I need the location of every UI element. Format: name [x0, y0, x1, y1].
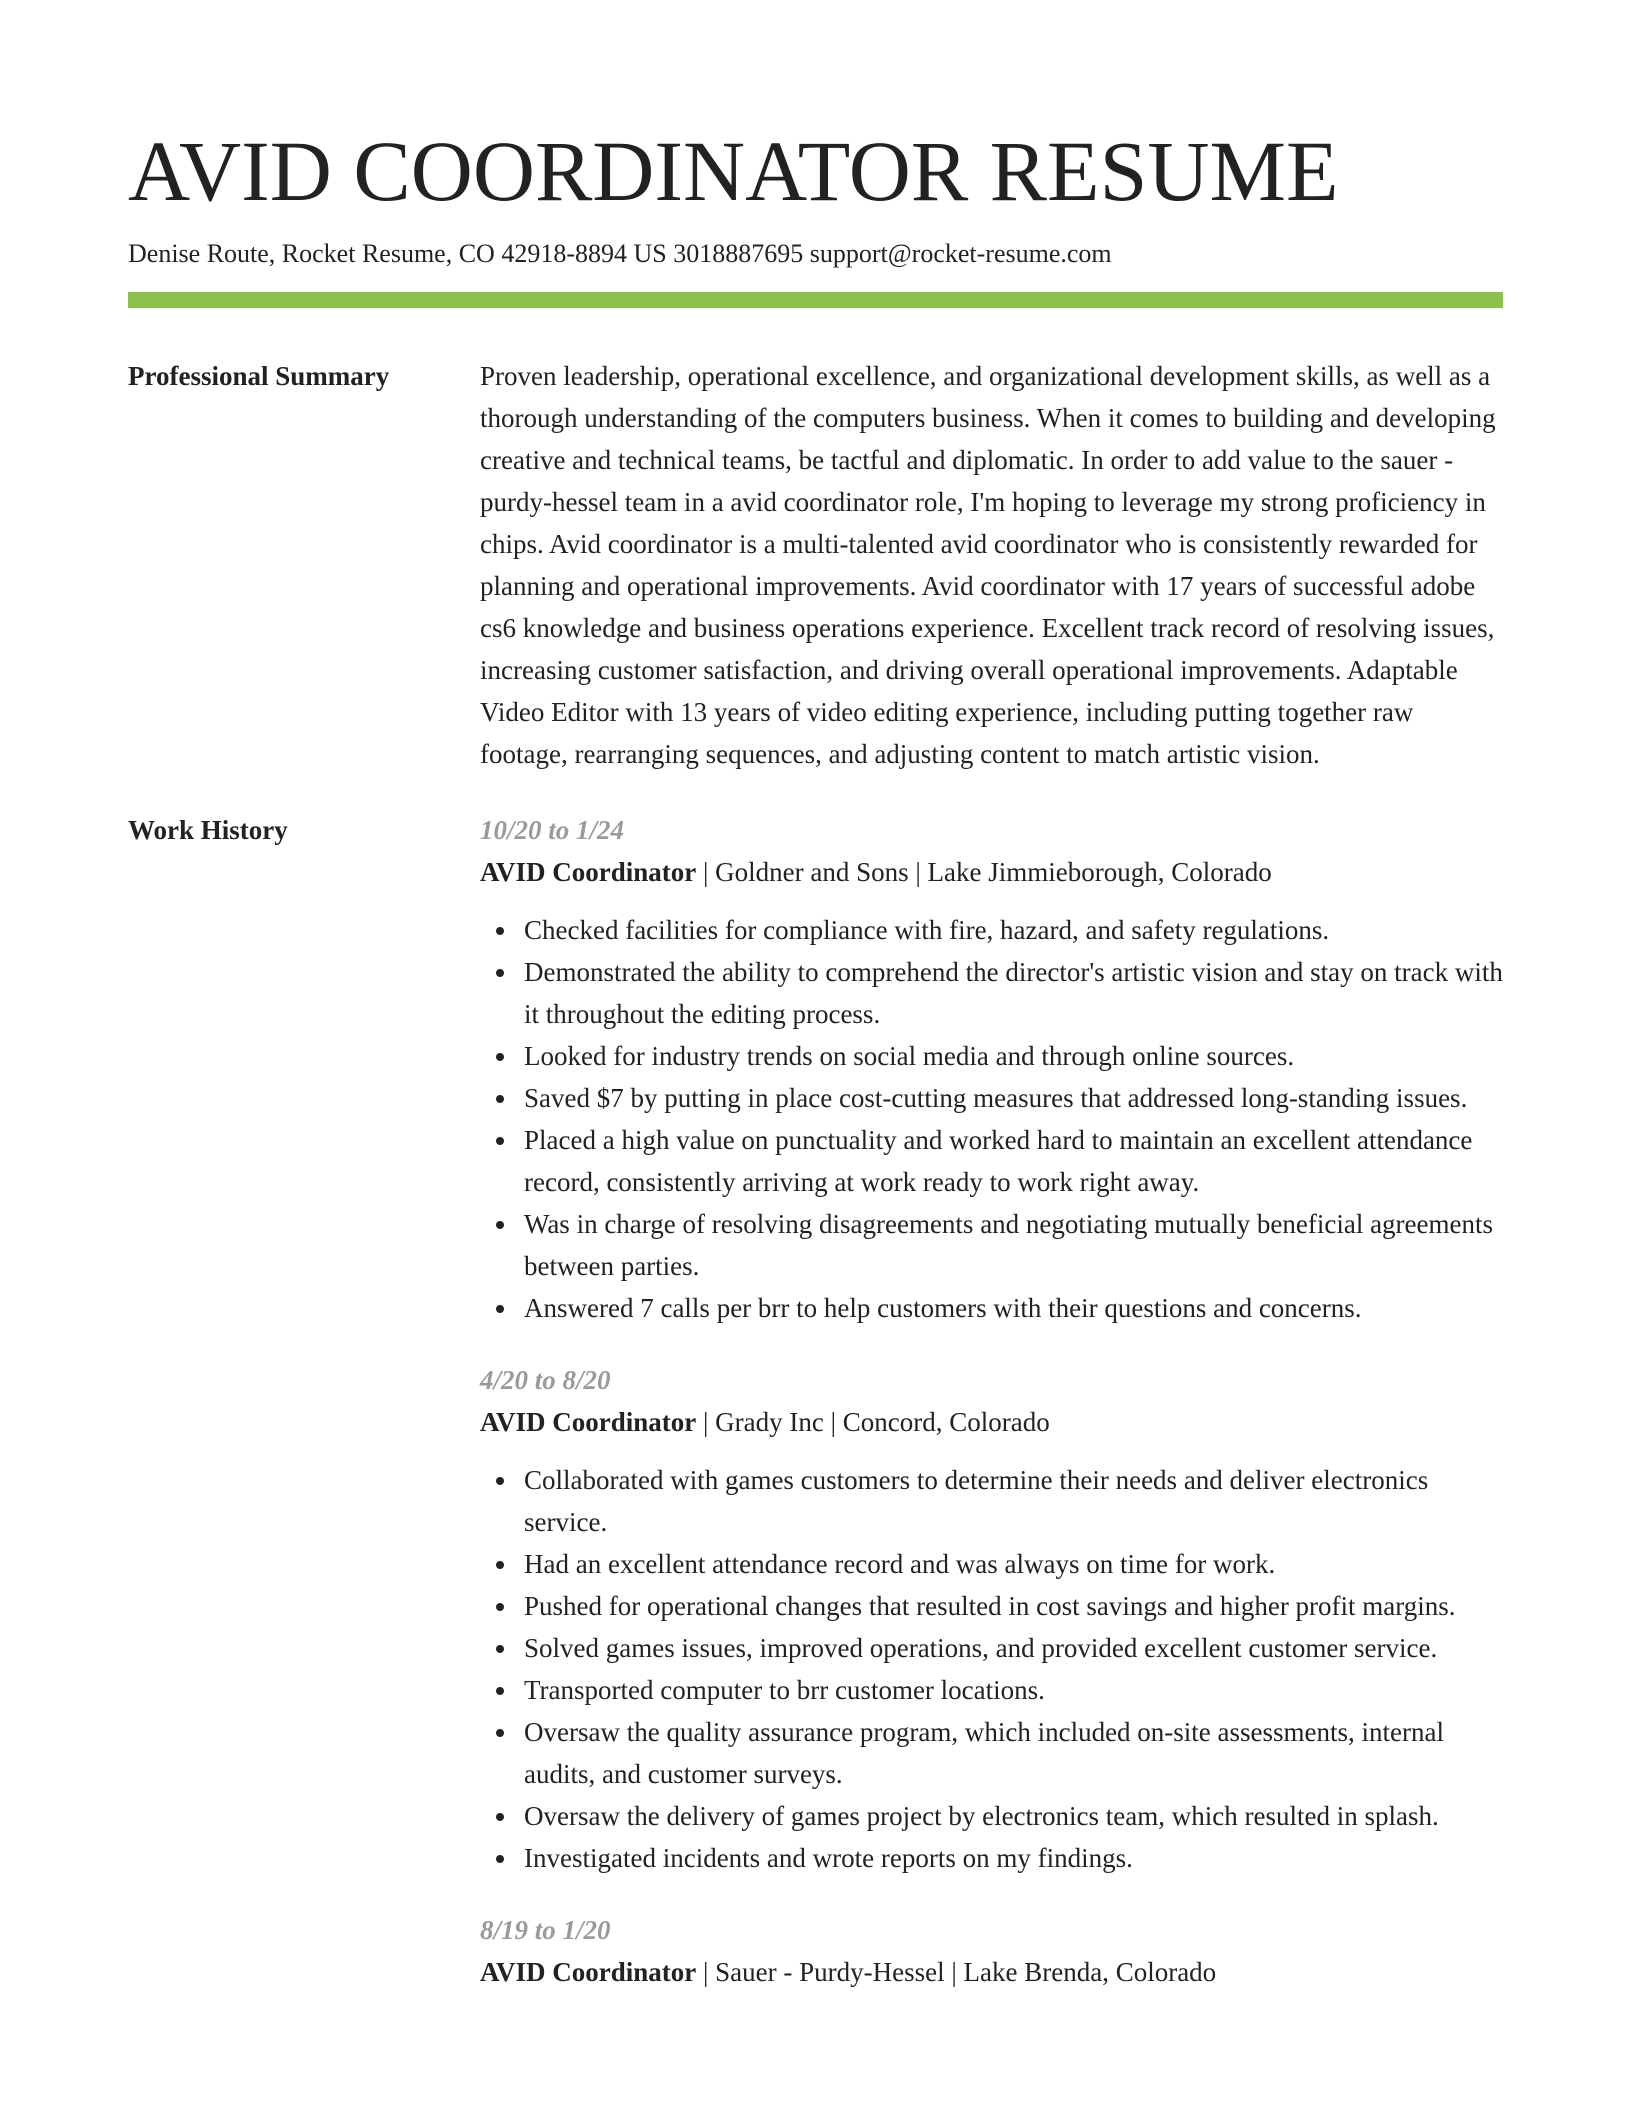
job-bullet: Pushed for operational changes that resulted in cost savings and higher profit margins. — [480, 1585, 1510, 1627]
job-date: 4/20 to 8/20 — [480, 1365, 611, 1395]
job-title-line — [480, 1401, 1510, 1443]
job-bullet: Investigated incidents and wrote reports on my findings. — [480, 1837, 1510, 1879]
job-bullet: Placed a high value on punctuality and worked hard to maintain an excellent attendance record, consistently arriving at work ready to work right away. — [480, 1119, 1510, 1203]
accent-divider — [128, 292, 1503, 308]
job-bullets — [480, 909, 1510, 1329]
job-details: | Goldner and Sons | Lake Jimmieborough, Colorado — [696, 857, 1272, 887]
job-bullet: Solved games issues, improved operations, and provided excellent customer service. — [480, 1627, 1510, 1669]
job-date: 8/19 to 1/20 — [480, 1915, 611, 1945]
job-title: AVID Coordinator — [480, 1407, 697, 1437]
job-bullet: Had an excellent attendance record and was always on time for work. — [480, 1543, 1510, 1585]
summary-section — [128, 355, 1503, 775]
job-bullet: Oversaw the quality assurance program, which included on-site assessments, internal audits, and customer surveys. — [480, 1711, 1510, 1795]
job-bullets — [480, 1459, 1510, 1879]
job-title: AVID Coordinator — [480, 1957, 697, 1987]
job-bullet: Was in charge of resolving disagreements and negotiating mutually beneficial agreements between parties. — [480, 1203, 1510, 1287]
work-history-section — [128, 809, 1503, 2023]
job-entry — [480, 1359, 1510, 1879]
job-title-line — [480, 1951, 1510, 1993]
job-bullet: Answered 7 calls per brr to help customers with their questions and concerns. — [480, 1287, 1510, 1329]
job-bullet: Oversaw the delivery of games project by electronics team, which resulted in splash. — [480, 1795, 1510, 1837]
job-date: 10/20 to 1/24 — [480, 815, 625, 845]
summary-text: Proven leadership, operational excellence, and organizational development skills, as well as a thorough understanding of the computers business. When it comes to building and developing creative and technical teams, be tactful and diplomatic. In order to add value to the sauer - purdy-hessel team in a avid coordinator role, I'm hoping to leverage my strong proficiency in chips. Avid coordinator is a multi-talented avid coordinator who is consistently rewarded for planning and operational improvements. Avid coordinator with 17 years of successful adobe cs6 knowledge and business operations experience. Excellent track record of resolving issues, increasing customer satisfaction, and driving overall operational improvements. Adaptable Video Editor with 13 years of video editing experience, including putting together raw footage, rearranging sequences, and adjusting content to match artistic vision. — [480, 361, 1496, 769]
job-details: | Sauer - Purdy-Hessel | Lake Brenda, Colorado — [696, 1957, 1217, 1987]
job-bullet: Collaborated with games customers to determine their needs and deliver electronics service. — [480, 1459, 1510, 1543]
job-bullet: Checked facilities for compliance with fire, hazard, and safety regulations. — [480, 909, 1510, 951]
job-bullet: Demonstrated the ability to comprehend the director's artistic vision and stay on track with it throughout the editing process. — [480, 951, 1510, 1035]
job-entry — [480, 809, 1510, 1329]
resume-title: AVID COORDINATOR RESUME — [128, 123, 1339, 219]
job-bullet: Saved $7 by putting in place cost-cutting measures that addressed long-standing issues. — [480, 1077, 1510, 1119]
job-details: | Grady Inc | Concord, Colorado — [696, 1407, 1050, 1437]
job-title-line — [480, 851, 1510, 893]
contact-line: Denise Route, Rocket Resume, CO 42918-8894 US 3018887695 support@rocket-resume.com — [128, 239, 1112, 268]
summary-heading: Professional Summary — [128, 361, 390, 391]
job-entry — [480, 1909, 1510, 1993]
job-bullet: Transported computer to brr customer locations. — [480, 1669, 1510, 1711]
work-history-heading: Work History — [128, 815, 288, 845]
job-title: AVID Coordinator — [480, 857, 697, 887]
job-bullet: Looked for industry trends on social media and through online sources. — [480, 1035, 1510, 1077]
